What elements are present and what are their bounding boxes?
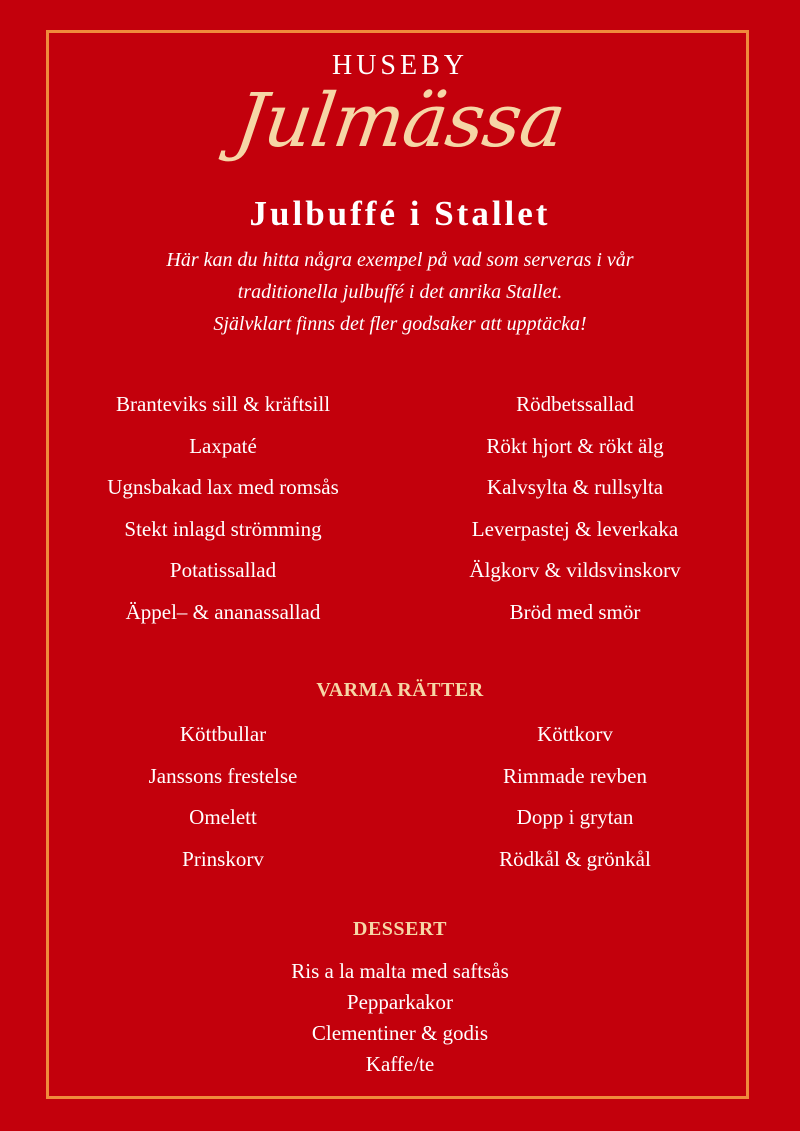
menu-item: Rökt hjort & rökt älg: [486, 433, 664, 458]
menu-item: Ris a la malta med saftsås: [291, 959, 509, 983]
menu-item: Äppel– & ananassallad: [125, 599, 321, 624]
warm-left-column: [53, 714, 393, 880]
menu-item: Köttbullar: [179, 722, 267, 746]
dessert-list: [0, 956, 800, 1080]
warm-right-column: [405, 714, 745, 880]
menu-item: Leverpastej & leverkaka: [471, 516, 679, 541]
dessert-heading: DESSERT: [353, 918, 447, 940]
menu-item: Stekt inlagd strömming: [124, 516, 322, 541]
intro-line: Självklart finns det fler godsaker att upptäcka!: [213, 313, 587, 335]
page-title: Julbuffé i Stallet: [249, 194, 551, 233]
buffet-right-column: [405, 384, 745, 634]
intro-line: traditionella julbuffé i det anrika Stallet.: [237, 281, 563, 303]
script-logo-title: Julmässa: [230, 78, 570, 164]
menu-item: Rödbetssallad: [516, 392, 634, 416]
menu-item: Pepparkakor: [346, 990, 454, 1014]
menu-item: Rimmade revben: [502, 763, 648, 788]
menu-item: Köttkorv: [537, 722, 613, 746]
menu-item: Dopp i grytan: [516, 805, 634, 830]
menu-item: Potatissallad: [169, 558, 277, 583]
menu-item: Rödkål & grönkål: [499, 846, 651, 871]
menu-item: Prinskorv: [182, 846, 264, 871]
menu-item: Omelett: [189, 805, 257, 830]
menu-item: Laxpaté: [189, 433, 257, 458]
menu-item: Branteviks sill & kräftsill: [115, 392, 331, 416]
intro-text: [0, 244, 800, 340]
buffet-left-column: [53, 384, 393, 634]
menu-item: Älgkorv & vildsvinskorv: [469, 558, 681, 583]
menu-item: Kalvsylta & rullsylta: [486, 475, 664, 500]
menu-item: Ugnsbakad lax med romsås: [107, 475, 339, 500]
menu-item: Kaffe/te: [365, 1052, 435, 1076]
brand-name: HUSEBY: [331, 50, 468, 81]
menu-item: Janssons frestelse: [148, 763, 298, 788]
warm-dishes-heading: VARMA RÄTTER: [316, 679, 484, 701]
menu-item: Bröd med smör: [509, 599, 641, 624]
intro-line: Här kan du hitta några exempel på vad som serveras i vår: [166, 249, 634, 271]
menu-item: Clementiner & godis: [311, 1021, 489, 1045]
